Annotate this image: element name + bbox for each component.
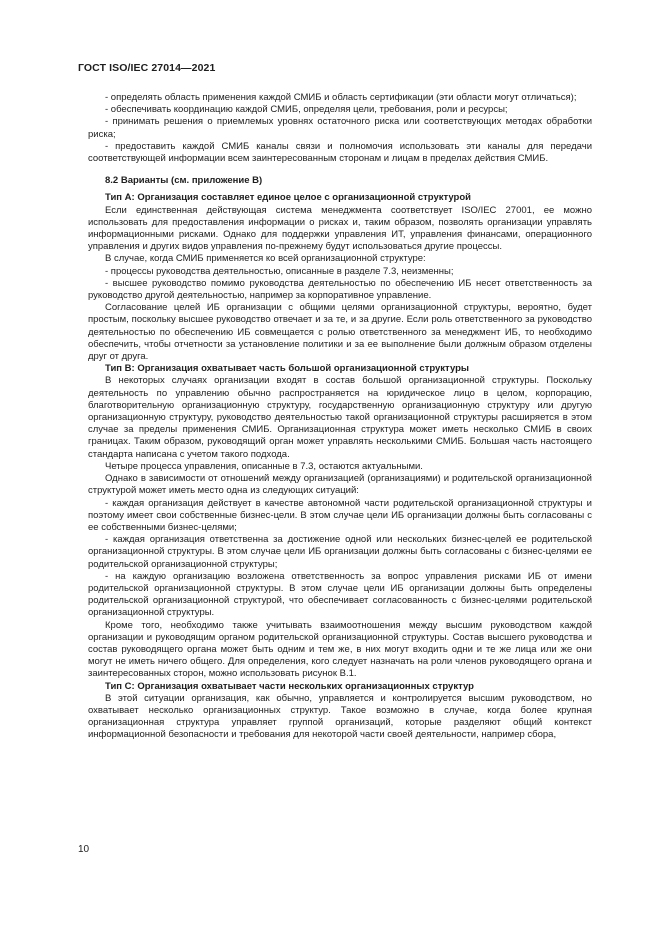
- paragraph: Четыре процесса управления, описанные в 7.3, остаются актуальными.: [105, 460, 423, 472]
- list-item: - процессы руководства деятельностью, описанные в разделе 7.3, неизменны;: [105, 265, 454, 277]
- paragraph: Однако в зависимости от отношений между организацией (организациями) и родительской организационной структурой может иметь место одна из следующих ситуаций:: [88, 473, 592, 497]
- paragraph: Если единственная действующая система менеджмента соответствует ISO/IEC 27001, ее можно использовать для предоставления информации о рисках и, таким образом, позволять организации управлять информационными рисками. Однако для поддержки управления ИТ, управления финансами, операционного управления и других видов управления по-прежнему будут использоваться другие процессы.: [88, 204, 592, 253]
- document-header: ГОСТ ISO/IEC 27014—2021: [78, 62, 216, 74]
- type-a-heading: Тип А: Организация составляет единое целое с организационной структурой: [105, 192, 471, 204]
- list-item: - высшее руководство помимо руководства деятельностью по обеспечению ИБ несет ответственность за руководство другой деятельностью, например за корпоративное управление.: [88, 277, 592, 302]
- list-item: - обеспечивать координацию каждой СМИБ, определяя цели, требования, роли и ресурсы;: [105, 104, 508, 116]
- list-item: - на каждую организацию возложена ответственность за вопрос управления рисками ИБ от имени родительской организационной структуры. В этом случае цели ИБ организации должны быть определены родительской организационной структурой, что обеспечивает согласованность с бизнес-целями родительской организационной структуры.: [88, 570, 592, 619]
- list-item: - предоставить каждой СМИБ каналы связи и полномочия использовать эти каналы для передачи соответствующей информации всем заинтересованным сторонам и лицам в пределах действия СМИБ.: [88, 140, 592, 165]
- paragraph: Кроме того, необходимо также учитывать взаимоотношения между высшим руководством каждой организации и руководящим органом родительской организационной структуры. Состав высшего руководства и состав руководящего органа может быть одним и тем же, в них могут входить одни и те же лица или же они могут не иметь ничего общего. Для определения, кого следует назначать на роли членов руководящего органа и заинтересованных сторон, можно использовать рисунок В.1.: [88, 619, 592, 680]
- type-c-heading: Тип С: Организация охватывает части нескольких организационных структур: [105, 680, 474, 692]
- list-item: - принимать решения о приемлемых уровнях остаточного риска или соответствующих методах обработки риска;: [88, 116, 592, 140]
- page-content: [88, 92, 592, 742]
- type-b-heading: Тип В: Организация охватывает часть большой организационной структуры: [105, 363, 470, 375]
- list-item: - каждая организация действует в качестве автономной части родительской организационной структуры и поэтому имеет свои собственные бизнес-цели. В этом случае цели ИБ организации должны быть согласованы с ее собственными бизнес-целями;: [88, 497, 592, 533]
- paragraph: В этой ситуации организация, как обычно, управляется и контролируется высшим руководством, но охватывает несколько организационных структур. Такое возможно в случае, когда более крупная организационная структура управляет группой организаций, которые разделяют общий контекст информационной безопасности и требования для некоторой части своей деятельности, например сбора,: [88, 692, 592, 741]
- paragraph: Согласование целей ИБ организации с общими целями организационной структуры, вероятно, будет простым, поскольку высшее руководство отвечает и за те, и за другие. Если роль ответственного за руководство деятельностью по обеспечению ИБ совмещается с ролью ответственного за менеджмент ИБ, то необходимо обеспечить, чтобы отчетности за установление политики и за ее выполнение были должным образом отделены друг от друга.: [88, 302, 592, 363]
- list-item: - определять область применения каждой СМИБ и область сертификации (эти области могут отличаться);: [105, 92, 577, 103]
- list-item: - каждая организация ответственна за достижение одной или нескольких бизнес-целей ее родительской организационной структуры. В этом случае цели ИБ организации должны быть согласованы с бизнес-целями ее родительской организационной структуры;: [88, 534, 592, 570]
- paragraph: В некоторых случаях организации входят в состав большой организационной структуры. Поскольку деятельность по управлению обычно распространяется на юридическое лицо в целом, корпорацию, благотворительную организационную структуру, государственную организационную структуру или другую организационную структуру, руководство деятельностью такой организационной структуры расширяется в этом случае за пределы применения СМИБ. Организационная структура может иметь несколько СМИБ в своих границах. Таким образом, руководящий орган может управлять несколькими СМИБ. Большая часть настоящего стандарта написана с учетом такого подхода.: [88, 375, 592, 460]
- section-heading: 8.2 Варианты (см. приложение В): [105, 175, 263, 187]
- page-number: 10: [78, 844, 90, 855]
- paragraph: В случае, когда СМИБ применяется ко всей организационной структуре:: [105, 253, 426, 265]
